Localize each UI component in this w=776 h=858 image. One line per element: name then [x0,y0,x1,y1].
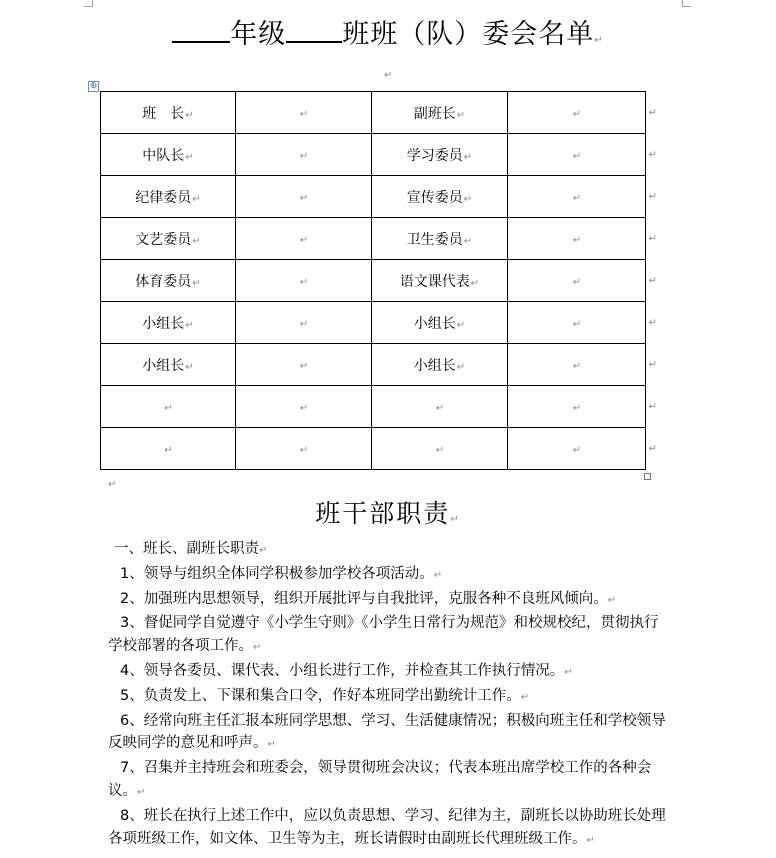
role-label-cell [372,344,508,386]
cell-end-mark: ↵ [299,108,309,120]
cell-end-mark: ↵ [572,234,582,246]
cell-text: 班 长 [142,105,185,122]
name-entry-cell[interactable] [508,302,657,344]
page-corner-mark-left [84,0,93,7]
cell-end-mark: ↵ [185,319,194,331]
table-row [101,134,646,176]
cell-end-mark: ↵ [435,402,445,414]
role-label-cell [101,92,236,134]
cell-text: 小组长 [413,315,456,332]
duty-item: 4、领导各委员、课代表、小组长进行工作，并检查其工作执行情况。↵ [120,662,573,679]
cell-end-mark: ↵ [299,234,309,246]
name-entry-cell[interactable] [508,176,657,218]
page-corner-mark-right [682,0,691,7]
committee-roster-table [100,91,657,470]
cell-end-mark: ↵ [299,402,309,414]
name-entry-cell[interactable] [508,134,657,176]
duty-item: 7、召集并主持班会和班委会，领导贯彻班会决议；代表本班出席学校工作的各种会议。↵ [108,760,652,799]
cell-end-mark: ↵ [572,402,582,414]
table-move-handle-icon[interactable]: ⊕ [89,81,98,91]
paragraph-mark: ↵ [433,569,443,581]
name-entry-cell[interactable] [101,428,236,470]
role-label-cell [101,302,236,344]
name-entry-cell[interactable] [508,218,657,260]
cell-text: 纪律委员 [135,189,192,206]
role-label-cell [372,134,508,176]
name-entry-cell[interactable] [101,386,236,428]
duty-item: 2、加强班内思想领导，组织开展批评与自我批评，克服各种不良班风倾向。↵ [120,590,617,607]
name-entry-cell[interactable] [508,344,657,386]
table-row [101,92,646,134]
class-suffix: 班班（队）委会名单 [342,19,595,50]
row-end-mark: ↵ [648,107,657,118]
role-label-cell [372,260,508,302]
cell-end-mark: ↵ [164,402,173,414]
cell-end-mark: ↵ [572,192,582,204]
name-entry-cell[interactable] [236,428,372,470]
paragraph-mark: ↵ [253,642,262,654]
role-label-cell [372,218,508,260]
role-label-cell [372,176,508,218]
paragraph-mark: ↵ [384,70,393,81]
table-row [101,344,646,386]
cell-end-mark: ↵ [164,444,173,456]
name-entry-cell[interactable] [236,386,372,428]
cell-text: 小组长 [413,357,456,374]
cell-end-mark: ↵ [572,444,582,456]
cell-end-mark: ↵ [572,276,582,288]
name-entry-cell[interactable] [236,260,372,302]
name-entry-cell[interactable] [372,428,508,470]
table-resize-handle[interactable] [644,473,651,480]
table-row [101,218,646,260]
role-label-cell [101,344,236,386]
cell-end-mark: ↵ [192,277,201,289]
row-end-mark: ↵ [648,191,657,202]
cell-text: 中队长 [142,147,185,164]
name-entry-cell[interactable] [236,92,372,134]
paragraph-mark: ↵ [137,786,146,798]
cell-end-mark: ↵ [572,318,582,330]
name-entry-cell[interactable] [236,302,372,344]
name-entry-cell[interactable] [508,92,657,134]
cell-end-mark: ↵ [463,193,473,205]
cell-end-mark: ↵ [435,444,445,456]
row-end-mark: ↵ [648,317,657,328]
cell-end-mark: ↵ [192,193,201,205]
grade-suffix: 年级 [230,19,287,50]
cell-end-mark: ↵ [185,151,194,163]
table-row [101,302,646,344]
row-end-mark: ↵ [648,401,657,412]
duty-item: 8、班长在执行上述工作中，应以负责思想、学习、纪律为主，副班长以协助班长处理各项班级工作，如文体、卫生等为主，班长请假时由副班长代理班级工作。↵ [108,807,666,847]
cell-end-mark: ↵ [463,151,473,163]
cell-end-mark: ↵ [185,109,194,121]
section-title: 班干部职责↵ [315,499,461,528]
cell-end-mark: ↵ [299,150,309,162]
row-end-mark: ↵ [648,149,657,160]
name-entry-cell[interactable] [508,260,657,302]
cell-end-mark: ↵ [299,192,309,204]
name-entry-cell[interactable] [236,134,372,176]
cell-end-mark: ↵ [456,361,466,373]
paragraph-mark: ↵ [564,666,573,678]
role-label-cell [372,302,508,344]
role-label-cell [101,218,236,260]
cell-end-mark: ↵ [470,277,480,289]
duty-item: 5、负责发上、下课和集合口令，作好本班同学出勤统计工作。↵ [120,687,530,704]
cell-end-mark: ↵ [463,235,473,247]
cell-end-mark: ↵ [572,150,582,162]
grade-blank[interactable] [172,17,230,43]
name-entry-cell[interactable] [236,344,372,386]
cell-end-mark: ↵ [572,360,582,372]
row-end-mark: ↵ [648,275,657,286]
cell-end-mark: ↵ [299,360,309,372]
cell-text: 学习委员 [406,147,463,164]
name-entry-cell[interactable] [236,176,372,218]
cell-text: 卫生委员 [406,231,463,248]
role-label-cell [101,176,236,218]
paragraph-mark: ↵ [520,691,530,703]
cell-end-mark: ↵ [299,444,309,456]
paragraph-mark: ↵ [450,514,461,525]
table-row [101,176,646,218]
duty-item: 1、领导与组织全体同学积极参加学校各项活动。↵ [120,565,443,582]
cell-text: 宣传委员 [406,189,463,206]
name-entry-cell[interactable] [508,386,657,428]
cell-text: 语文课代表 [399,273,470,290]
table-row [101,386,646,428]
paragraph-mark: ↵ [586,834,595,846]
cell-end-mark: ↵ [572,108,582,120]
table-row [101,428,646,470]
role-label-cell [101,134,236,176]
cell-end-mark: ↵ [299,318,309,330]
document-title [0,12,776,51]
name-entry-cell[interactable] [372,386,508,428]
cell-text: 小组长 [142,357,185,374]
cell-end-mark: ↵ [299,276,309,288]
cell-text: 体育委员 [135,273,192,290]
cell-text: 文艺委员 [135,231,192,248]
cell-end-mark: ↵ [192,235,201,247]
duty-heading: 一、班长、副班长职责↵ [114,541,268,557]
paragraph-mark: ↵ [267,739,276,751]
name-entry-cell[interactable] [236,218,372,260]
row-end-mark: ↵ [648,443,657,454]
role-label-cell [372,92,508,134]
cell-end-mark: ↵ [456,109,466,121]
table-row [101,260,646,302]
paragraph-mark: ↵ [594,35,604,46]
paragraph-mark: ↵ [108,479,117,490]
duties-body [108,538,668,852]
cell-end-mark: ↵ [185,361,194,373]
row-end-mark: ↵ [648,233,657,244]
cell-text: 小组长 [142,315,185,332]
class-blank[interactable] [286,17,342,43]
role-label-cell [101,260,236,302]
row-end-mark: ↵ [648,359,657,370]
name-entry-cell[interactable] [508,428,657,470]
duty-item: 3、督促同学自觉遵守《小学生守则》《小学生日常行为规范》和校规校纪，贯彻执行学校部署的各项工作。↵ [108,615,659,655]
cell-end-mark: ↵ [456,319,466,331]
paragraph-mark: ↵ [607,594,617,606]
cell-text: 副班长 [413,105,456,122]
duty-item: 6、经常向班主任汇报本班同学思想、学习、生活健康情况；积极向班主任和学校领导反映同学的意见和呼声。↵ [108,712,666,752]
